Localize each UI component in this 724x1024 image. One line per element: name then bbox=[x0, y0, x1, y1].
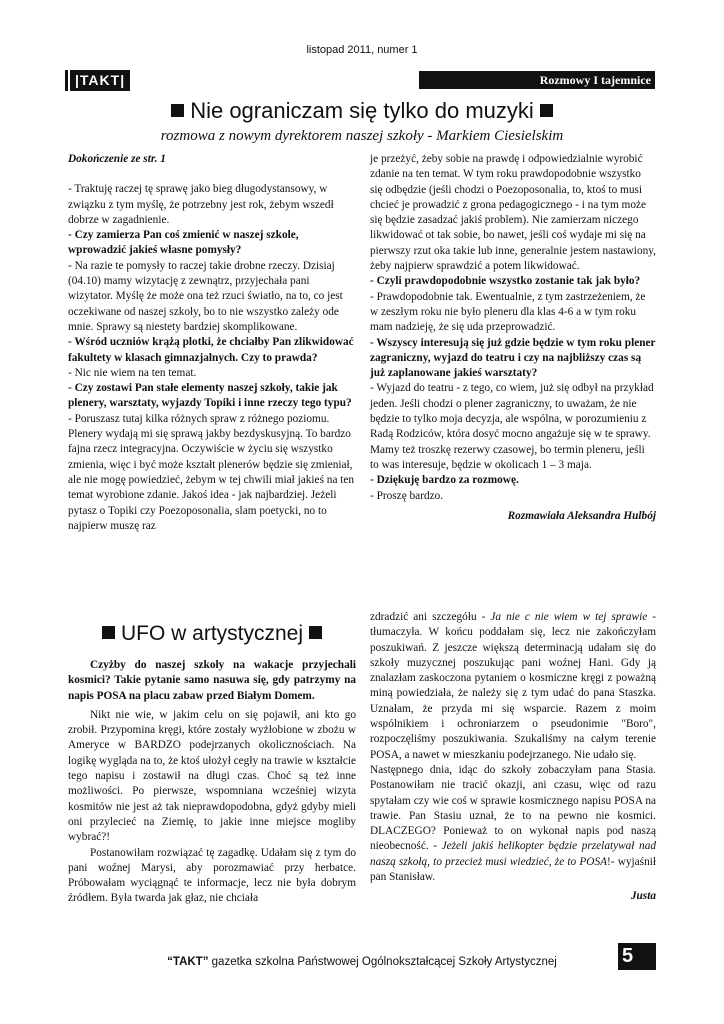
article1-title-text: Nie ograniczam się tylko do muzyki bbox=[190, 98, 534, 123]
square-bullet-icon bbox=[540, 104, 553, 117]
article1-author: Rozmawiała Aleksandra Hulbój bbox=[507, 509, 656, 522]
interview-answer: - Proszę bardzo. bbox=[370, 489, 444, 502]
quote-run: Jeżeli jakiś helikopter będzie przelatywał nad naszą szkołą, to przecież musi wiedzieć, że to POSA bbox=[370, 840, 656, 868]
article2-lead: Czyżby do naszej szkoły na wakacje przyjechali kosmici? Takie pytanie samo nasuwa się, gdy patrzymy na napis POSA na placu zabaw przed Białym Domem. bbox=[68, 659, 356, 702]
article1-right-column bbox=[370, 152, 656, 524]
article2-paragraph: Nikt nie wie, w jakim celu on się pojawił, ani kto go zrobił. Przypomina kręgi, które zostały wyżłobione w zbożu w Ameryce w BARDZO podejrzanych okolicznościach. Na logikę wygląda na to, że ktoś ułożył cegły na trawie w kształcie tego napisu i zostawił na długi czas. Choć są też inne możliwości. Po pierwsze, wspomniana wcześniej wizyta kosmitów nie jest aż tak nieprawdopodobna, gdyż gdyby mieli oni przylecieć na Ziemię, to jakie inne miejsce mogliby wybrać?! bbox=[68, 708, 356, 844]
article2-left-column bbox=[68, 658, 356, 907]
article1-right-paragraphs bbox=[370, 152, 656, 504]
article2-right-column bbox=[370, 610, 656, 905]
square-bullet-icon bbox=[102, 626, 115, 639]
interview-answer: je przeżyć, żeby sobie na prawdę i odpowiedzialnie wyrobić zdanie na ten temat. W tym roku prawdopodobnie wszystko się odbędzie (jeśli chodzi o Poezoposonalia, to, ktoś to musi chcieć je prowadzić z grona pedagogicznego - i na tym może się będzie zasadzać jakiś problem). Nie zamierzam niczego likwidować ot tak sobie, bo nawet, jeśli coś wydaje mi się na pierwszy rzut oka takie lub inne, generalnie jestem nastawiony, żeby najpierw sprawdzić a potem likwidować. bbox=[370, 153, 656, 273]
interview-answer: - Prawdopodobnie tak. Ewentualnie, z tym zastrzeżeniem, że w zeszłym roku nie było pleneru dla klas 4-6 a w tym roku mam nadzieję, że się uda przeprowadzić. bbox=[370, 290, 646, 334]
interview-answer: - Wyjazd do teatru - z tego, co wiem, już się odbył na przykład jeden. Jeśli chodzi o plener zagraniczny, to uważam, że nie będzie to tylko moja decyzja, ale wspólna, w porozumieniu z Radą Rodziców, która dosyć mocno angażuje się w te sprawy. Mamy też troszkę rezerwy czasowej, bo termin pleneru, jeśli to was interesuje, będzie w okolicach 1 – 3 maja. bbox=[370, 382, 654, 471]
interview-question: - Czy zostawi Pan stałe elementy naszej szkoły, takie jak plenery, warsztaty, wyjazdy Topiki i inne rzeczy tego typu? bbox=[68, 382, 352, 410]
article2-paragraph bbox=[370, 610, 656, 763]
interview-question: - Czyli prawdopodobnie wszystko zostanie tak jak było? bbox=[370, 275, 641, 288]
interview-question: - Dziękuję bardzo za rozmowę. bbox=[370, 474, 519, 487]
interview-answer: - Nic nie wiem na ten temat. bbox=[68, 366, 197, 379]
article1-left-column bbox=[68, 152, 356, 534]
interview-question: - Wszyscy interesują się już gdzie będzie w tym roku plener zagraniczny, wyjazd do teatru i czy na najbliższy czas są już zaplanowane jakieś warsztaty? bbox=[370, 336, 656, 380]
article1-title bbox=[0, 98, 724, 124]
continued-note: Dokończenie ze str. 1 bbox=[68, 153, 166, 165]
interview-question: - Wśród uczniów krążą plotki, że chciałby Pan zlikwidować fakultety w klasach gimnazjalnych. Czy to prawda? bbox=[68, 336, 354, 364]
takt-logo: |TAKT| bbox=[68, 70, 130, 91]
interview-answer: - Traktuję raczej tę sprawę jako bieg długodystansowy, w związku z tym myślę, że potrzebny jest rok, żebym wszedł dobrze w zagadnienie. bbox=[68, 183, 334, 226]
interview-answer: - Na razie te pomysły to raczej takie drobne rzeczy. Dzisiaj (04.10) mamy wizytację z zewnątrz, przyjechała pani wizytator. Myślę że może ona też rzuci światło, na to, co jest oczekiwane od naszej szkoły, bo to nie wszystko zależy ode mnie. Sprawy są niestety bardziej skomplikowane. bbox=[68, 259, 343, 333]
footer bbox=[0, 956, 724, 968]
square-bullet-icon bbox=[171, 104, 184, 117]
article2-author: Justa bbox=[630, 890, 656, 903]
article2-paragraph: Postanowiłam rozwiązać tę zagadkę. Udałam się z tym do pani woźnej Marysi, aby porozmawiać przy herbatce. Próbowałam wyciągnąć te informacje, lecz nie była dobrym źródłem. Była twarda jak głaz, nie chciała bbox=[68, 846, 356, 905]
text-run: !- wyjaśnił pan Stanisław. bbox=[370, 855, 656, 884]
article1-subtitle: rozmowa z nowym dyrektorem naszej szkoły - Markiem Ciesielskim bbox=[160, 128, 564, 144]
section-title: Rozmowy I tajemnice bbox=[419, 71, 655, 89]
text-run: - tłumaczyła. W końcu poddałam się, lecz nie zakończyłam poszukiwań. Z jeszcze większą determinacją udałam się do szkoły muzycznej poszukując pani woźnej Hani. Gdy ją znalazłam zaskoczona pytaniem o kosmiczne kręgi z poważną miną powiedziała, że należy się z tym udać do pana Staszka. Uznałam, że przyda mi się wsparcie. Razem z moim wspólnikiem i ochroniarzem o pseudonimie "Boro", rozpoczęliśmy poszukiwania. Szukaliśmy na całym terenie POSA, a nawet w mieszkaniu podejrzanego. Nie udało się. bbox=[370, 611, 656, 761]
article2-title-text: UFO w artystycznej bbox=[120, 622, 304, 645]
page-number: 5 bbox=[618, 943, 656, 970]
interview-answer: - Poruszasz tutaj kilka różnych spraw z różnego poziomu. Plenery wydają mi się sprawą jakby bezdyskusyjną. To bardzo fajna rzecz integracyjna. Oczywiście w życiu się wszystko zmienia, więc i być może kształt plenerów będzie się zmieniał, ale nie mogę powiedzieć, żebym w tej chwili miał jakieś na ten temat wyrobione zdanie. Jakoś idea - jak najbardziej. Jeżeli pytasz o Topiki czy Poezoposonalia, slam poetycki, no to najpierw muszę raz bbox=[68, 412, 355, 532]
article2-paragraph bbox=[370, 763, 656, 885]
text-run: zdradzić ani szczegółu - bbox=[370, 611, 491, 623]
article1-left-paragraphs bbox=[68, 182, 356, 534]
article2-title bbox=[68, 622, 356, 646]
issue-date: listopad 2011, numer 1 bbox=[306, 44, 418, 56]
footer-brand: “TAKT” bbox=[167, 956, 209, 968]
quote-run: Ja nie c nie wiem w tej sprawie bbox=[490, 611, 648, 623]
interview-question: - Czy zamierza Pan coś zmienić w naszej szkole, wprowadzić jakieś własne pomysły? bbox=[68, 229, 299, 257]
square-bullet-icon bbox=[309, 626, 322, 639]
footer-text: gazetka szkolna Państwowej Ogólnokształcącej Szkoły Artystycznej bbox=[208, 956, 557, 968]
text-run: Następnego dnia, idąc do szkoły zobaczyłam pana Stasia. Postanowiłam nie tracić okazji, ani czasu, więc od razu spytałam czy wie coś w sprawie kosmicznego napisu POSA na trawie. Pan Stasiu uznał, że to na pewno nie kosmici. DLACZEGO? Ponieważ to on wykonał napis pod naszą nieobecność. - bbox=[370, 763, 656, 853]
